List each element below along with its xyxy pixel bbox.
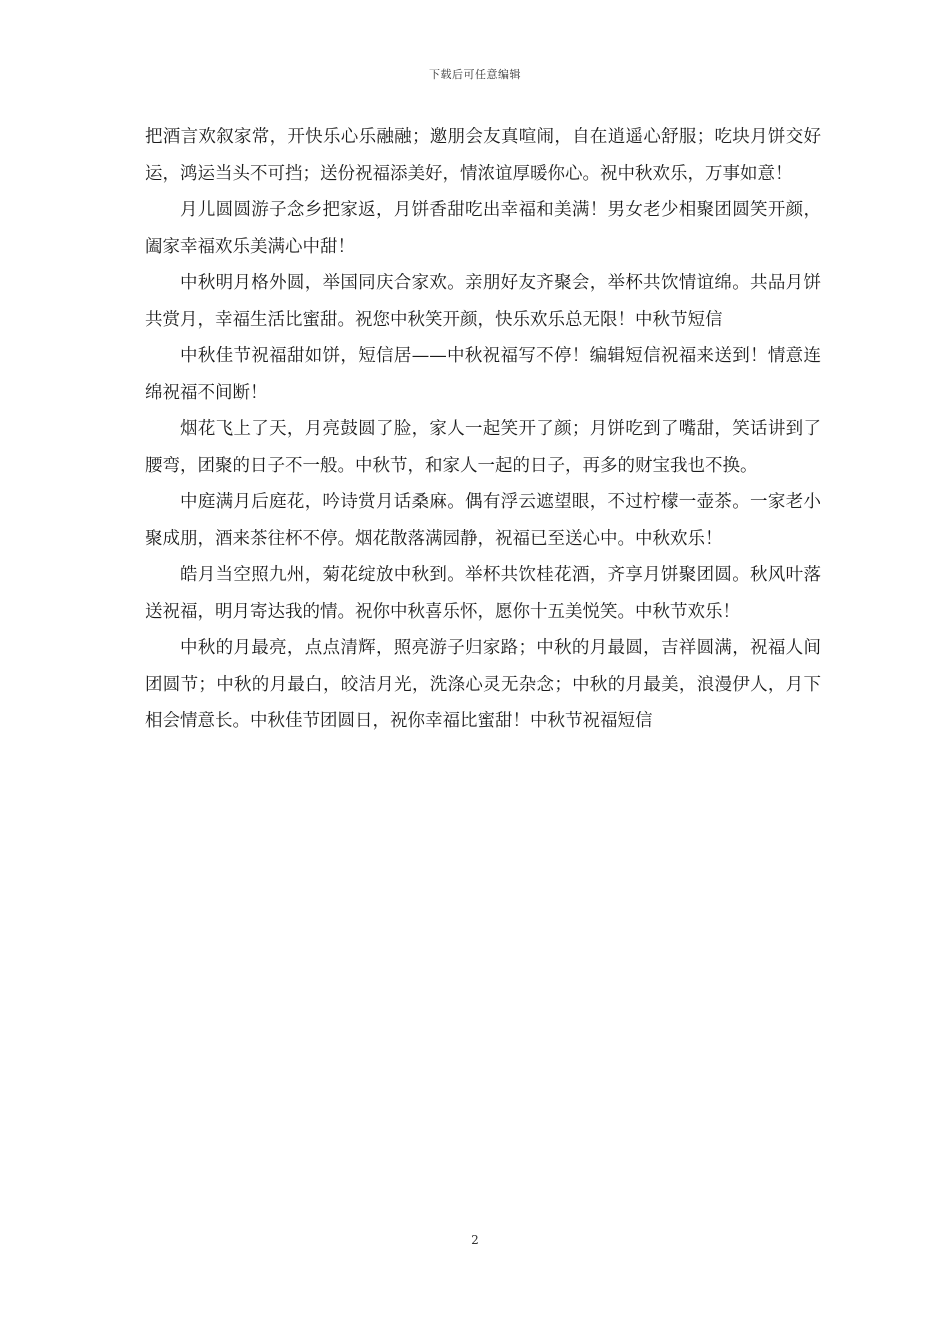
paragraph-5: 烟花飞上了天，月亮鼓圆了脸，家人一起笑开了颜；月饼吃到了嘴甜，笑话讲到了腰弯，团聚的日子不一般。中秋节，和家人一起的日子，再多的财宝我也不换。 bbox=[145, 419, 821, 476]
paragraph-3: 中秋明月格外圆，举国同庆合家欢。亲朋好友齐聚会，举杯共饮情谊绵。共品月饼共赏月，幸福生活比蜜甜。祝您中秋笑开颜，快乐欢乐总无限！中秋节短信 bbox=[145, 273, 821, 330]
paragraph-6: 中庭满月后庭花，吟诗赏月话桑麻。偶有浮云遮望眼，不过柠檬一壶茶。一家老小聚成朋，酒来茶往杯不停。烟花散落满园静，祝福已至送心中。中秋欢乐！ bbox=[145, 492, 821, 549]
document-body bbox=[145, 119, 821, 740]
paragraph-1: 把酒言欢叙家常，开快乐心乐融融；邀朋会友真喧闹，自在逍遥心舒服；吃块月饼交好运，鸿运当头不可挡；送份祝福添美好，情浓谊厚暖你心。祝中秋欢乐，万事如意！ bbox=[145, 127, 821, 184]
paragraph-7: 皓月当空照九州，菊花绽放中秋到。举杯共饮桂花酒，齐享月饼聚团圆。秋风叶落送祝福，明月寄达我的情。祝你中秋喜乐怀，愿你十五美悦笑。中秋节欢乐！ bbox=[145, 565, 821, 622]
page-header: 下载后可任意编辑 bbox=[429, 68, 521, 81]
paragraph-2: 月儿圆圆游子念乡把家返，月饼香甜吃出幸福和美满！男女老少相聚团圆笑开颜，阖家幸福欢乐美满心中甜！ bbox=[145, 200, 821, 257]
page-number: 2 bbox=[471, 1233, 479, 1247]
paragraph-4: 中秋佳节祝福甜如饼，短信居——中秋祝福写不停！编辑短信祝福来送到！情意连绵祝福不间断！ bbox=[145, 346, 821, 403]
paragraph-8: 中秋的月最亮，点点清辉，照亮游子归家路；中秋的月最圆，吉祥圆满，祝福人间团圆节；中秋的月最白，皎洁月光，洗涤心灵无杂念；中秋的月最美，浪漫伊人，月下相会情意长。中秋佳节团圆日，祝你幸福比蜜甜！中秋节祝福短信 bbox=[145, 638, 821, 731]
